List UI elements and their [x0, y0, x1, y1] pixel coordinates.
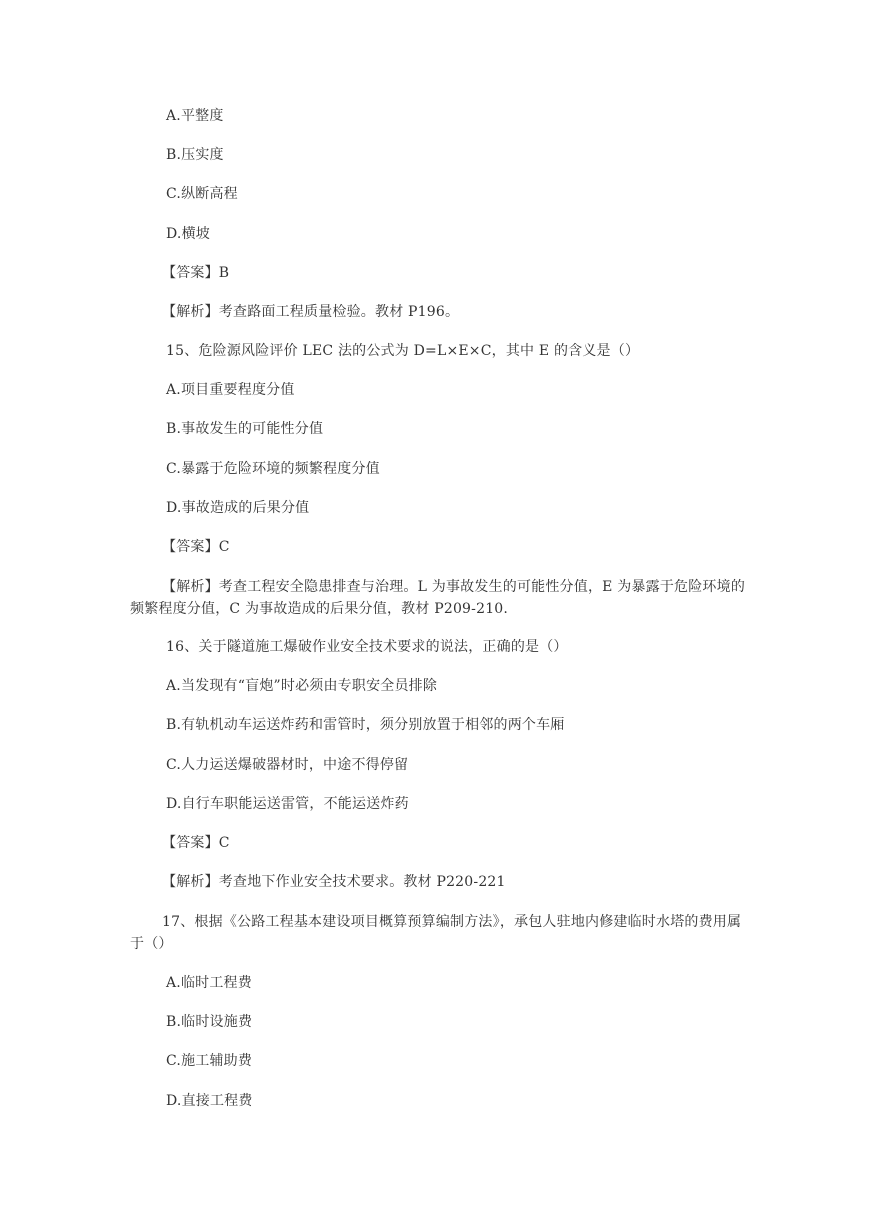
q16-answer: 【答案】C: [162, 835, 230, 851]
q17-option-d: D.直接工程费: [166, 1093, 253, 1109]
q15-option-b: B.事故发生的可能性分值: [166, 421, 324, 437]
q14-option-a: A.平整度: [166, 108, 224, 124]
q14-analysis: 【解析】考查路面工程质量检验。教材 P196。: [162, 304, 460, 320]
q15-answer: 【答案】C: [162, 539, 230, 555]
q16-question: 16、关于隧道施工爆破作业安全技术要求的说法，正确的是（）: [166, 639, 568, 655]
q17-option-c: C.施工辅助费: [166, 1053, 253, 1069]
q17-option-b: B.临时设施费: [166, 1014, 253, 1030]
q15-question: 15、危险源风险评价 LEC 法的公式为 D=L×E×C，其中 E 的含义是（）: [166, 343, 640, 359]
q15-option-a: A.项目重要程度分值: [166, 382, 295, 398]
q15-analysis: [130, 576, 750, 620]
q14-option-c: C.纵断高程: [166, 186, 238, 202]
q16-analysis: 【解析】考查地下作业安全技术要求。教材 P220-221: [162, 874, 506, 890]
q14-option-b: B.压实度: [166, 147, 224, 163]
q15-analysis-text: 【解析】考查工程安全隐患排查与治理。L 为事故发生的可能性分值，E 为暴露于危险环境的频繁程度分值，C 为事故造成的后果分值，教材 P209-210.: [130, 579, 746, 617]
q15-option-c: C.暴露于危险环境的频繁程度分值: [166, 461, 380, 477]
q16-option-a: A.当发现有“盲炮”时必须由专职安全员排除: [166, 678, 438, 694]
q14-option-d: D.横坡: [166, 226, 210, 242]
q16-option-c: C.人力运送爆破器材时，中途不得停留: [166, 757, 409, 773]
q17-question: [130, 911, 750, 955]
q16-option-b: B.有轨机动车运送炸药和雷管时，须分别放置于相邻的两个车厢: [166, 717, 565, 733]
q14-answer: 【答案】B: [162, 265, 230, 281]
q17-option-a: A.临时工程费: [166, 975, 252, 991]
q16-option-d: D.自行车职能运送雷管，不能运送炸药: [166, 796, 409, 812]
q15-option-d: D.事故造成的后果分值: [166, 500, 310, 516]
q17-question-text: 17、根据《公路工程基本建设项目概算预算编制方法》，承包人驻地内修建临时水塔的费用属于（）: [130, 914, 742, 952]
